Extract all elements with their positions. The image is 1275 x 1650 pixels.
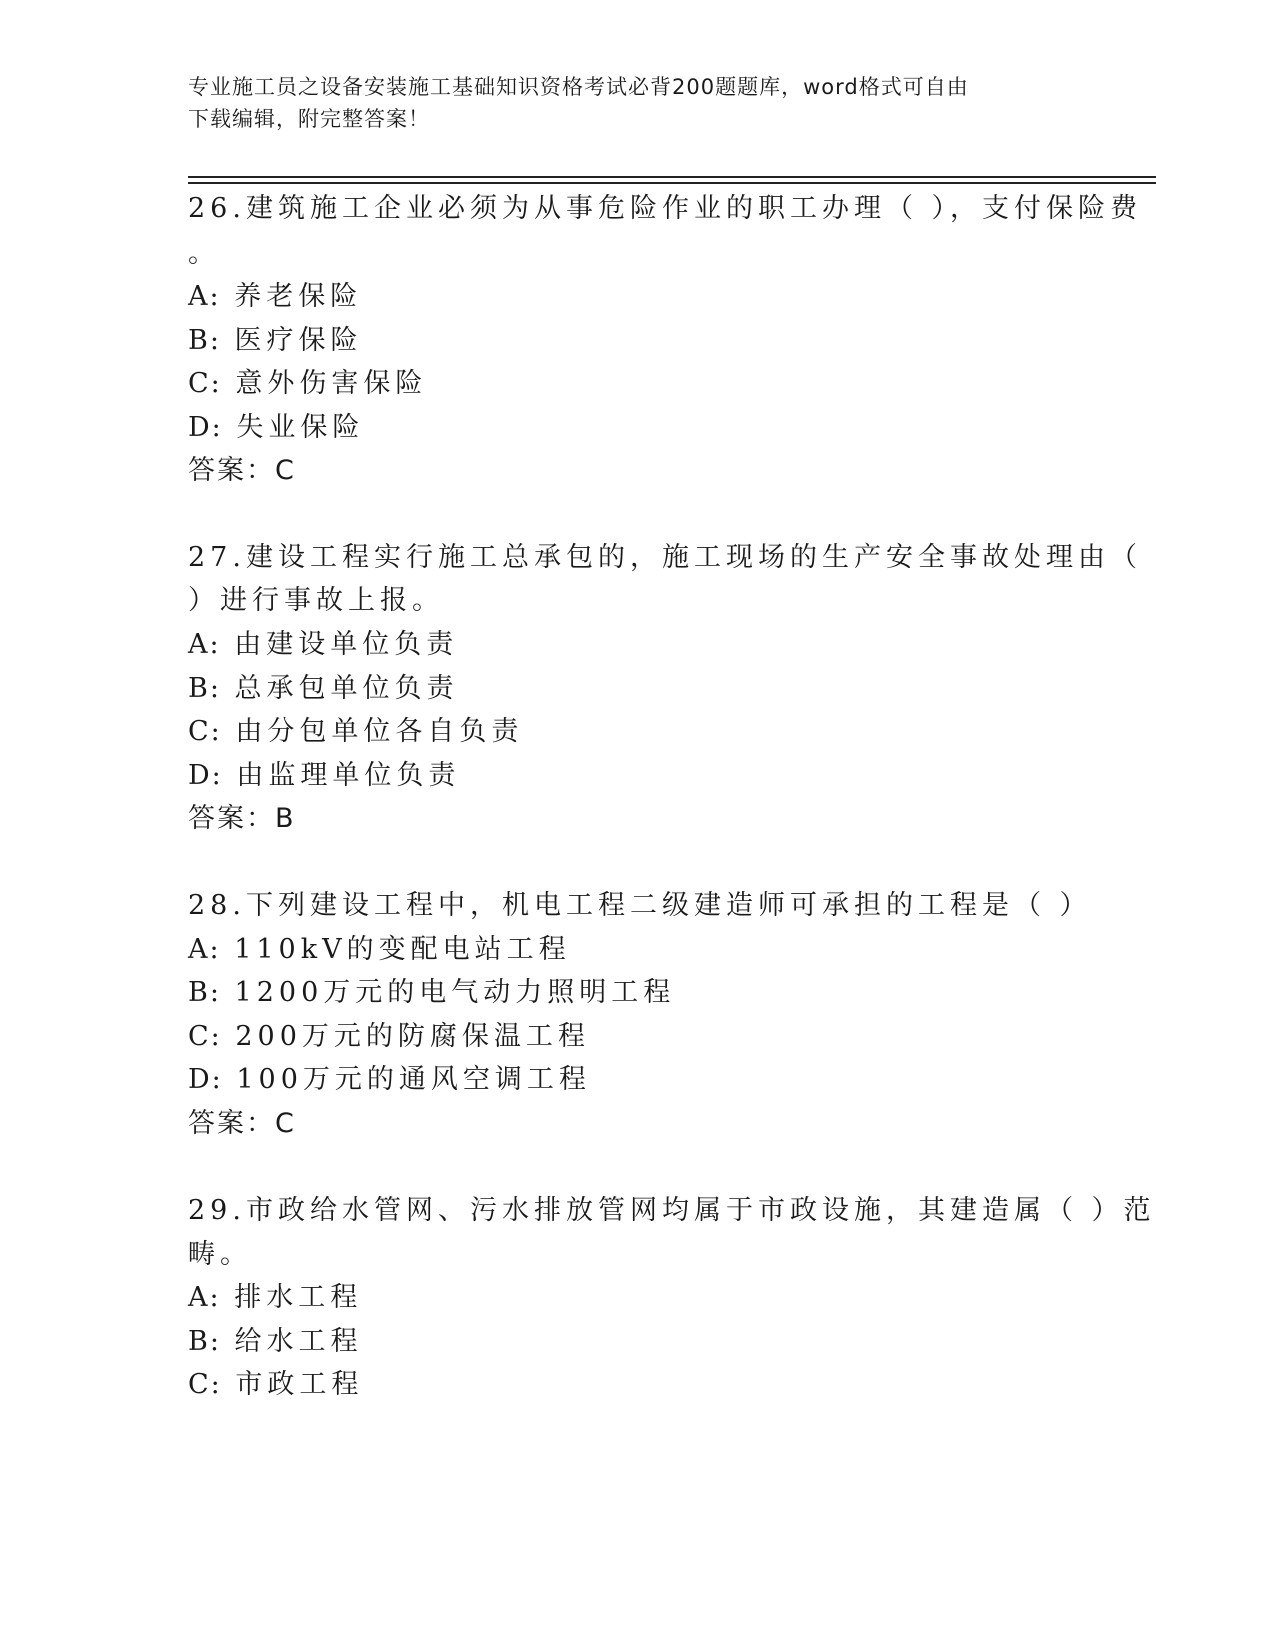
question-27-stem: 27.建设工程实行施工总承包的，施工现场的生产安全事故处理由（ bbox=[188, 542, 1142, 573]
question-26-stem-continued: 。 bbox=[188, 238, 220, 269]
question-26-option-d: D: 失业保险 bbox=[188, 412, 365, 443]
question-27-answer: 答案：B bbox=[188, 803, 296, 834]
question-26-option-b: B: 医疗保险 bbox=[188, 325, 363, 356]
header-divider-top bbox=[188, 176, 1156, 178]
question-29-option-a: A: 排水工程 bbox=[188, 1282, 363, 1313]
question-26-answer: 答案：C bbox=[188, 455, 296, 486]
question-29-stem-continued: 畴。 bbox=[188, 1239, 252, 1270]
question-29-stem: 29.市政给水管网、污水排放管网均属于市政设施，其建造属（ ）范 bbox=[188, 1195, 1156, 1226]
document-title-line-2: 下载编辑，附完整答案！ bbox=[188, 107, 430, 131]
question-28-option-c: C: 200万元的防腐保温工程 bbox=[188, 1021, 590, 1052]
header-divider-bottom bbox=[188, 182, 1156, 184]
question-27-stem-continued: ）进行事故上报。 bbox=[188, 585, 444, 616]
question-27-option-b: B: 总承包单位负责 bbox=[188, 673, 459, 704]
question-28-stem: 28.下列建设工程中，机电工程二级建造师可承担的工程是（ ） bbox=[188, 890, 1092, 921]
question-26-option-c: C: 意外伤害保险 bbox=[188, 368, 428, 399]
question-29-option-b: B: 给水工程 bbox=[188, 1326, 363, 1357]
question-27-option-a: A: 由建设单位负责 bbox=[188, 629, 459, 660]
question-27-option-c: C: 由分包单位各自负责 bbox=[188, 716, 524, 747]
question-28-option-b: B: 1200万元的电气动力照明工程 bbox=[188, 977, 676, 1008]
question-28-option-a: A: 110kV的变配电站工程 bbox=[188, 934, 571, 965]
document-title-line-1: 专业施工员之设备安装施工基础知识资格考试必背200题题库，word格式可自由 bbox=[188, 75, 969, 99]
question-27-option-d: D: 由监理单位负责 bbox=[188, 760, 461, 791]
question-26-stem: 26.建筑施工企业必须为从事危险作业的职工办理（ ），支付保险费 bbox=[188, 193, 1143, 224]
question-29-option-c: C: 市政工程 bbox=[188, 1369, 364, 1400]
question-28-answer: 答案：C bbox=[188, 1108, 296, 1139]
question-28-option-d: D: 100万元的通风空调工程 bbox=[188, 1064, 591, 1095]
question-26-option-a: A: 养老保险 bbox=[188, 281, 363, 312]
